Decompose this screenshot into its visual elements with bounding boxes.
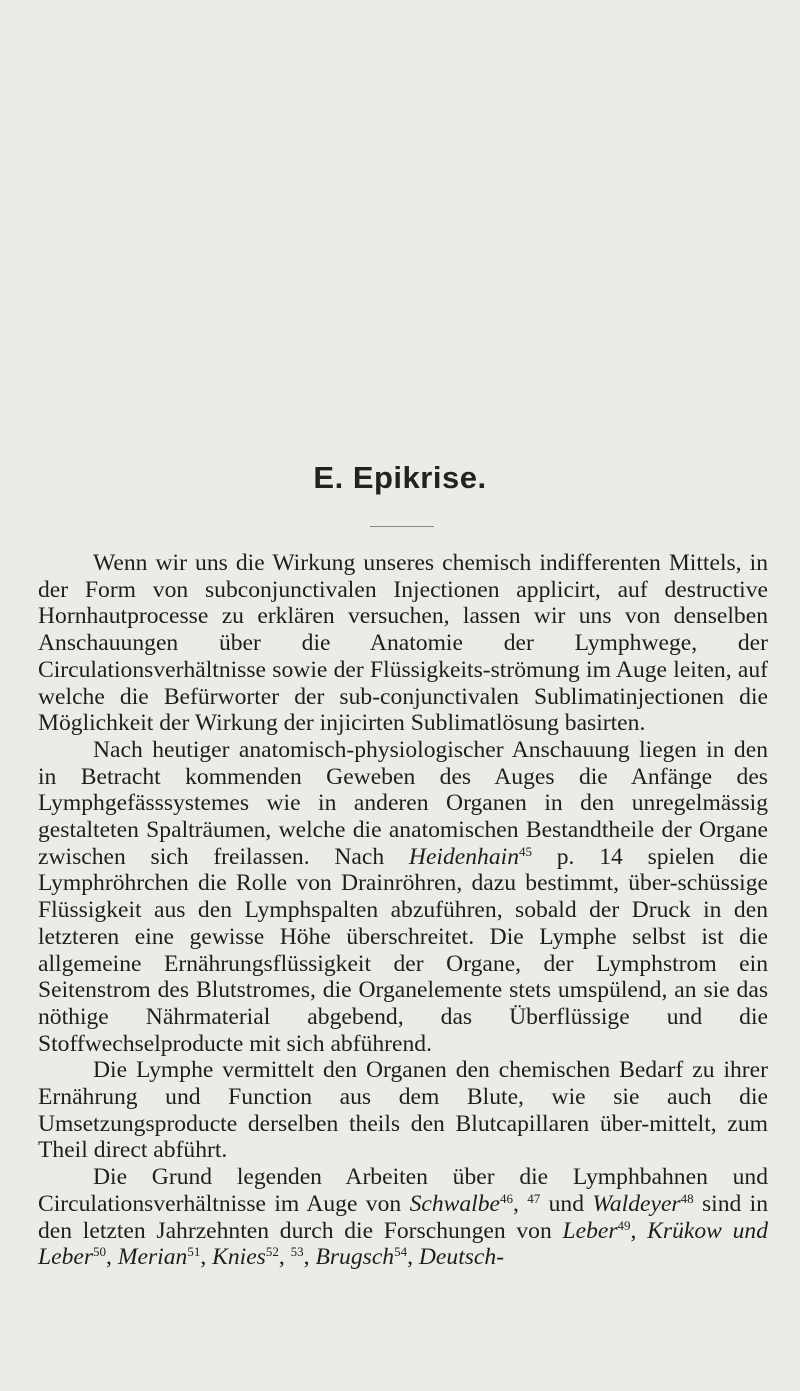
footnote-marker: 46 [500, 1190, 513, 1206]
footnote-marker: 54 [394, 1244, 408, 1260]
cited-author: Schwalbe [409, 1190, 500, 1217]
section-heading: E. Epikrise. [313, 460, 487, 495]
paragraph-text: , [303, 1244, 316, 1271]
paragraph-text: , [200, 1244, 213, 1271]
paragraph-text: Die Lymphe vermittelt den Organen den chemischen Bedarf zu ihrer Ernährung und Function aus dem Blute, wie sie auch die Umsetzungsproducte derselben theils den Blutcapillaren über-mittelt, zum Theil direct abführt. [38, 1057, 768, 1164]
paragraph-text: , [407, 1244, 419, 1271]
cited-author: Merian [117, 1244, 188, 1271]
footnote-marker: 49 [617, 1217, 631, 1233]
cited-author: Knies [212, 1244, 266, 1271]
footnote-marker: 52 [265, 1244, 279, 1260]
paragraph-text: Nach heutiger anatomisch-physiologischer Anschauung liegen in den in Betracht kommenden Geweben des Auges die Anfänge des Lymphgefässsystemes wie in anderen Organen in den unregelmässig gestalteten Spalträumen, welche die anatomischen Bestandtheile der Organe zwischen sich freilassen. Nach [38, 736, 768, 870]
cited-author: Deutsch- [418, 1244, 505, 1271]
cited-author: Heidenhain [408, 843, 519, 870]
cited-author: Waldeyer [592, 1190, 681, 1217]
footnote-marker: 47 [527, 1190, 541, 1206]
body-text [38, 550, 768, 1271]
paragraph-text: Die Grund legenden Arbeiten über die Lymphbahnen und Circulationsverhältnisse im Auge von [38, 1164, 768, 1217]
heading-divider [370, 526, 434, 527]
paragraph-text: sind in den letzten Jahrzehnten durch die Forschungen von [38, 1190, 769, 1244]
footnote-marker: 48 [680, 1190, 694, 1206]
cited-author: Leber [562, 1217, 618, 1244]
footnote-marker: 51 [187, 1244, 201, 1260]
cited-author: Brugsch [315, 1244, 395, 1271]
paragraph [38, 550, 768, 737]
footnote-marker: 45 [519, 843, 532, 859]
paragraph [38, 1057, 768, 1164]
paragraph-text: , [630, 1217, 648, 1244]
paragraph-text: und [540, 1190, 593, 1217]
paragraph-text: , [106, 1244, 118, 1271]
paragraph-text: , [278, 1244, 291, 1271]
paragraph-text: , [513, 1190, 528, 1217]
paragraph [38, 737, 768, 1057]
cited-author: Krükow und Leber [38, 1217, 768, 1271]
paragraph-text: Wenn wir uns die Wirkung unseres chemisch indifferenten Mittels, in der Form von subconjunctivalen Injectionen applicirt, auf destructive Hornhautprocesse zu erklären versuchen, lassen wir uns von denselben Anschauungen über die Anatomie der Lymphwege, der Circulationsverhältnisse sowie der Flüssigkeits-strömung im Auge leiten, auf welche die Befürworter der sub-conjunctivalen Sublimatinjectionen die Möglichkeit der Wirkung der injicirten Sublimatlösung basirten. [38, 550, 768, 737]
footnote-marker: 50 [93, 1244, 107, 1260]
paragraph [38, 1164, 768, 1271]
footnote-marker: 53 [290, 1244, 304, 1260]
paragraph-text: p. 14 spielen die Lymphröhrchen die Rolle von Drainröhren, dazu bestimmt, über-schüssige Flüssigkeit aus den Lymphspalten abzuführen, sobald der Druck in den letzteren eine gewisse Höhe überschreitet. Die Lymphe selbst ist die allgemeine Ernährungsflüssigkeit der Organe, der Lymphstrom ein Seitenstrom des Blutstromes, die Organelemente stets umspülend, an sie das nöthige Nährmaterial abgebend, das Überflüssige und die Stoffwechselproducte mit sich abführend. [38, 843, 768, 1057]
